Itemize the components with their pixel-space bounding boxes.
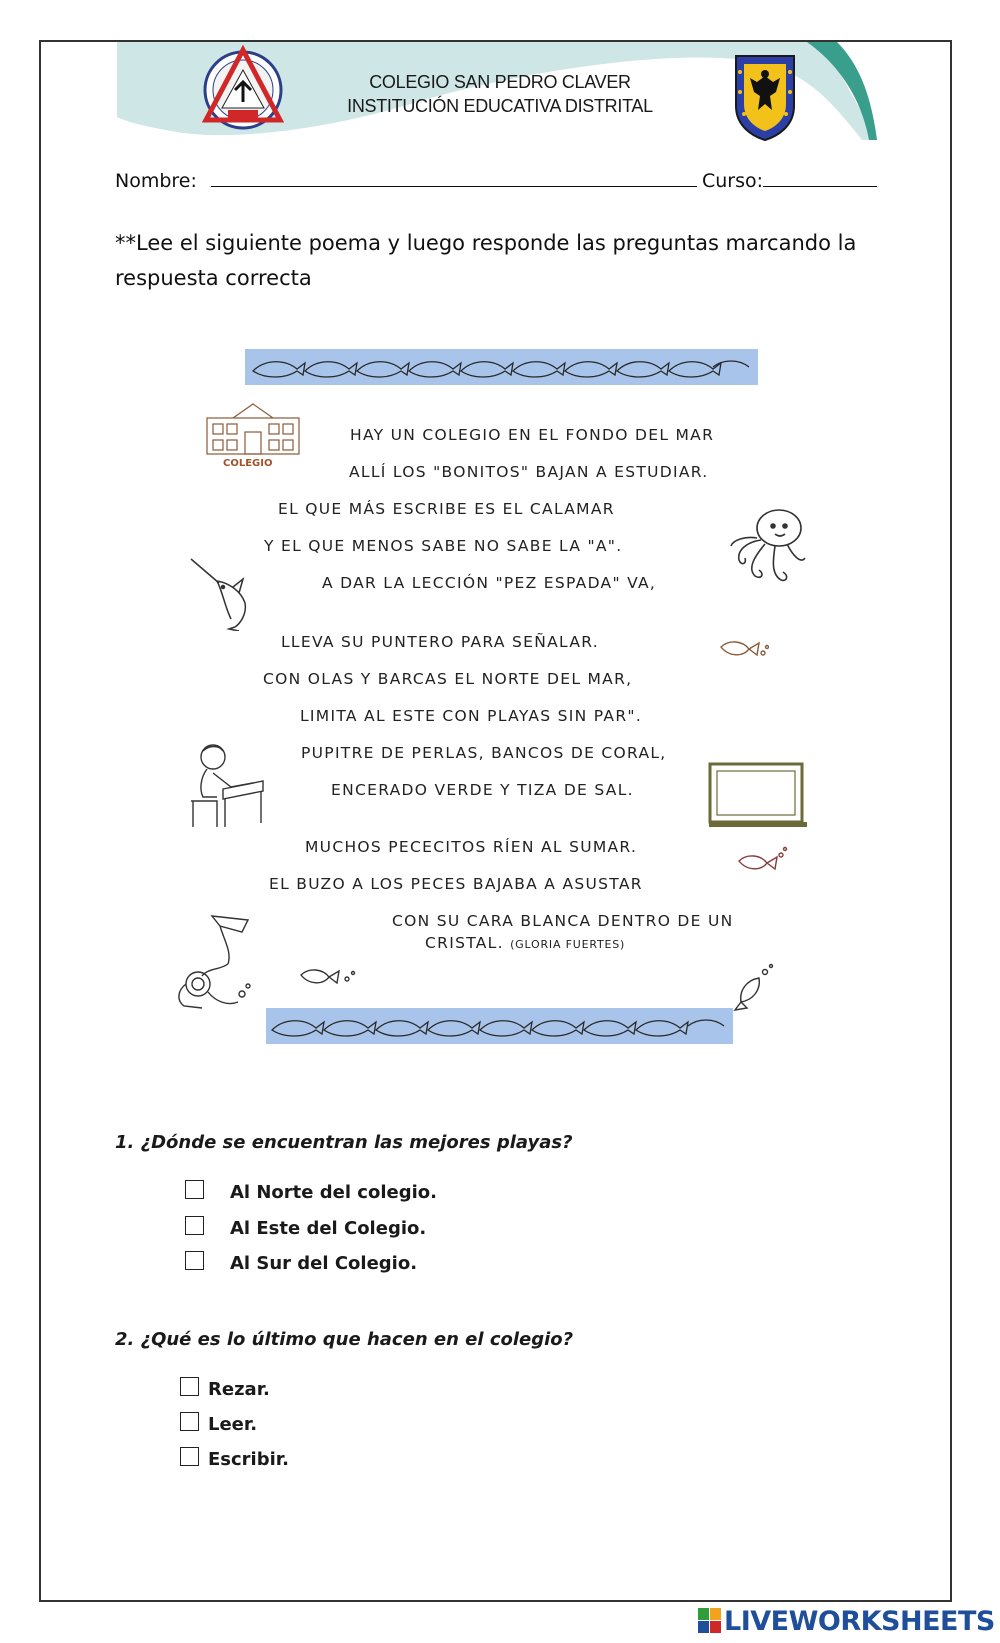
school-name — [300, 70, 700, 118]
question-1: 1. ¿Dónde se encuentran las mejores playas? — [115, 1132, 573, 1153]
q2-option-rezar-label: Rezar. — [208, 1379, 270, 1400]
school-building-icon — [203, 402, 303, 472]
instruction-text: **Lee el siguiente poema y luego responde las preguntas marcando la respuesta correcta — [115, 231, 857, 290]
question-2: 2. ¿Qué es lo último que hacen en el colegio? — [115, 1329, 574, 1350]
poem-line-7: CON OLAS Y BARCAS EL NORTE DEL MAR, — [263, 670, 633, 688]
poem-line-14 — [425, 934, 625, 952]
poem-line-9: PUPITRE DE PERLAS, BANCOS DE CORAL, — [301, 744, 667, 762]
octopus-icon — [727, 506, 809, 586]
liveworksheets-logo[interactable] — [698, 1604, 995, 1638]
blackboard-icon — [707, 761, 809, 831]
liveworksheets-brand: LIVEWORKSHEETS — [724, 1605, 995, 1637]
poem-line-11: MUCHOS PECECITOS RÍEN AL SUMAR. — [305, 838, 638, 856]
poem-line-6: LLEVA SU PUNTERO PARA SEÑALAR. — [281, 633, 599, 651]
poem-author: (GLORIA FUERTES) — [510, 938, 626, 951]
fish-pattern-icon-2 — [266, 1008, 733, 1044]
q2-option-escribir-checkbox[interactable] — [180, 1447, 199, 1466]
poem-line-8: LIMITA AL ESTE CON PLAYAS SIN PAR". — [300, 707, 643, 725]
liveworksheets-icon — [698, 1608, 722, 1634]
q2-option-rezar[interactable] — [180, 1377, 380, 1401]
poem-line-1: HAY UN COLEGIO EN EL FONDO DEL MAR — [350, 426, 715, 444]
q1-option-norte[interactable] — [185, 1180, 445, 1204]
diver-icon — [172, 912, 258, 1012]
poem-line-3: EL QUE MÁS ESCRIBE ES EL CALAMAR — [278, 500, 615, 518]
student-at-desk-icon — [183, 743, 267, 831]
poem-line-12: EL BUZO A LOS PECES BAJABA A ASUSTAR — [269, 875, 643, 893]
q1-option-norte-checkbox[interactable] — [185, 1180, 204, 1199]
school-name-line2: INSTITUCIÓN EDUCATIVA DISTRITAL — [347, 96, 653, 116]
name-input-line[interactable] — [211, 168, 697, 187]
q1-option-este[interactable] — [185, 1216, 445, 1240]
q1-option-sur-checkbox[interactable] — [185, 1251, 204, 1270]
poem-line-10: ENCERADO VERDE Y TIZA DE SAL. — [331, 781, 634, 799]
course-field[interactable] — [702, 168, 877, 192]
poem-line-4: Y EL QUE MENOS SABE NO SABE LA "A". — [264, 537, 623, 555]
q2-option-escribir-label: Escribir. — [208, 1449, 289, 1470]
poem-line-14-text: CRISTAL. — [425, 934, 504, 952]
poem-line-2: ALLÍ LOS "BONITOS" BAJAN A ESTUDIAR. — [349, 463, 709, 481]
course-label: Curso: — [702, 170, 764, 192]
q1-option-sur[interactable] — [185, 1251, 445, 1275]
school-caption: COLEGIO — [223, 458, 273, 469]
name-field[interactable] — [115, 168, 697, 192]
small-fish-icon-4 — [731, 962, 775, 1012]
q2-option-escribir[interactable] — [180, 1447, 380, 1471]
q2-option-leer[interactable] — [180, 1412, 380, 1436]
poem-line-5: A DAR LA LECCIÓN "PEZ ESPADA" VA, — [322, 574, 657, 592]
poem-line-13: CON SU CARA BLANCA DENTRO DE UN — [392, 912, 734, 930]
school-name-line1: COLEGIO SAN PEDRO CLAVER — [369, 72, 631, 92]
q2-option-leer-checkbox[interactable] — [180, 1412, 199, 1431]
fish-border-bottom — [266, 1008, 733, 1044]
q2-option-leer-label: Leer. — [208, 1414, 258, 1435]
course-input-line[interactable] — [763, 168, 877, 187]
fish-border-top — [245, 349, 758, 385]
bogota-coat-of-arms-icon — [732, 52, 798, 142]
q1-option-norte-label: Al Norte del colegio. — [230, 1182, 437, 1203]
school-crest-icon — [202, 44, 284, 140]
q1-option-este-checkbox[interactable] — [185, 1216, 204, 1235]
name-label: Nombre: — [115, 170, 197, 192]
small-fish-icon-2 — [735, 845, 789, 873]
small-fish-icon — [717, 635, 769, 663]
q2-option-rezar-checkbox[interactable] — [180, 1377, 199, 1396]
swordfish-icon — [189, 557, 261, 631]
q1-option-sur-label: Al Sur del Colegio. — [230, 1253, 418, 1274]
q1-option-este-label: Al Este del Colegio. — [230, 1218, 427, 1239]
small-fish-icon-3 — [297, 963, 357, 989]
fish-pattern-icon — [245, 349, 758, 385]
